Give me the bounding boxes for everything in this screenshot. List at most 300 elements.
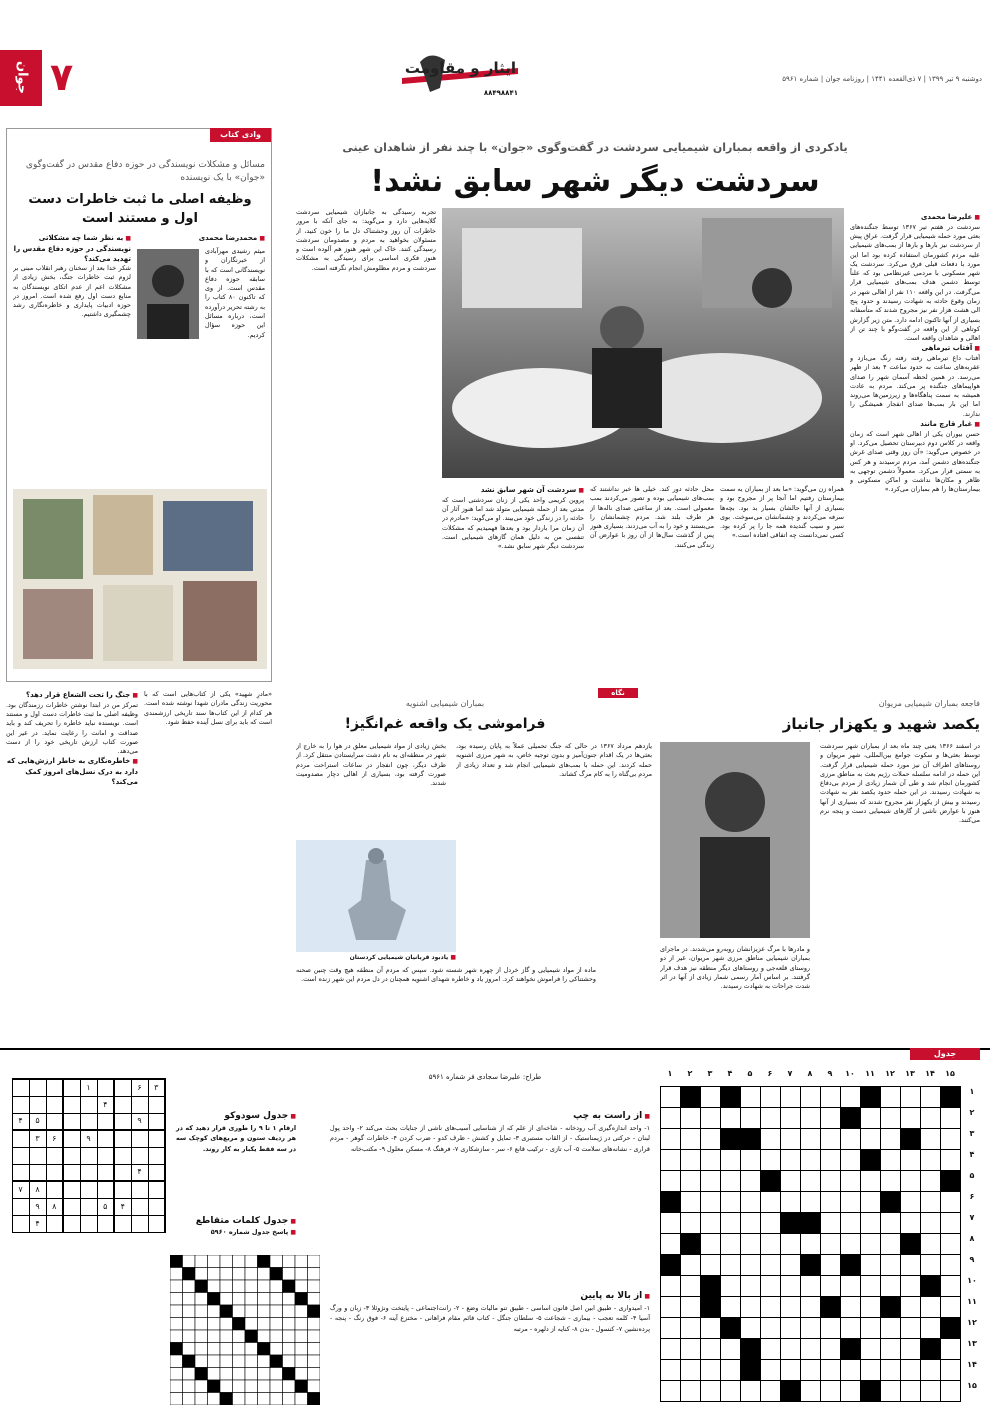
- sudoku-cell[interactable]: [80, 1215, 97, 1232]
- sudoku-cell[interactable]: ۳: [29, 1130, 46, 1147]
- sudoku-cell[interactable]: [63, 1079, 80, 1096]
- crossword-cell[interactable]: [701, 1150, 721, 1171]
- crossword-cell[interactable]: [681, 1381, 701, 1402]
- crossword-cell[interactable]: [701, 1297, 721, 1318]
- crossword-cell[interactable]: [941, 1213, 961, 1234]
- crossword-cell[interactable]: [921, 1381, 941, 1402]
- crossword-cell[interactable]: [781, 1171, 801, 1192]
- sudoku-cell[interactable]: [80, 1198, 97, 1215]
- crossword-cell[interactable]: [661, 1213, 681, 1234]
- crossword-cell[interactable]: [761, 1108, 781, 1129]
- sudoku-cell[interactable]: [63, 1147, 80, 1164]
- crossword-cell[interactable]: [701, 1381, 721, 1402]
- crossword-cell[interactable]: [901, 1381, 921, 1402]
- sudoku-cell[interactable]: [114, 1147, 131, 1164]
- crossword-cell[interactable]: [661, 1255, 681, 1276]
- sudoku-cell[interactable]: ۶: [46, 1130, 63, 1147]
- crossword-cell[interactable]: [701, 1360, 721, 1381]
- crossword-cell[interactable]: [921, 1318, 941, 1339]
- crossword-cell[interactable]: [921, 1150, 941, 1171]
- crossword-cell[interactable]: [801, 1276, 821, 1297]
- sudoku-cell[interactable]: [80, 1164, 97, 1181]
- crossword-cell[interactable]: [701, 1129, 721, 1150]
- crossword-cell[interactable]: [841, 1255, 861, 1276]
- crossword-cell[interactable]: [881, 1318, 901, 1339]
- crossword-cell[interactable]: [801, 1129, 821, 1150]
- crossword-cell[interactable]: [701, 1339, 721, 1360]
- crossword-cell[interactable]: [881, 1297, 901, 1318]
- crossword-cell[interactable]: [941, 1129, 961, 1150]
- sudoku-cell[interactable]: [46, 1181, 63, 1198]
- crossword-cell[interactable]: [861, 1129, 881, 1150]
- crossword-cell[interactable]: [781, 1255, 801, 1276]
- crossword-cell[interactable]: [821, 1255, 841, 1276]
- sudoku-cell[interactable]: [63, 1198, 80, 1215]
- sudoku-cell[interactable]: [148, 1130, 165, 1147]
- crossword-cell[interactable]: [661, 1297, 681, 1318]
- crossword-cell[interactable]: [861, 1213, 881, 1234]
- crossword-cell[interactable]: [761, 1192, 781, 1213]
- crossword-cell[interactable]: [941, 1339, 961, 1360]
- crossword-cell[interactable]: [901, 1234, 921, 1255]
- crossword-cell[interactable]: [741, 1213, 761, 1234]
- crossword-cell[interactable]: [681, 1297, 701, 1318]
- crossword-cell[interactable]: [801, 1381, 821, 1402]
- crossword-cell[interactable]: [921, 1129, 941, 1150]
- crossword-cell[interactable]: [881, 1192, 901, 1213]
- sudoku-cell[interactable]: [148, 1181, 165, 1198]
- crossword-cell[interactable]: [821, 1360, 841, 1381]
- crossword-cell[interactable]: [921, 1108, 941, 1129]
- crossword-cell[interactable]: [681, 1129, 701, 1150]
- crossword-cell[interactable]: [901, 1297, 921, 1318]
- sudoku-cell[interactable]: [80, 1181, 97, 1198]
- sudoku-cell[interactable]: [131, 1198, 148, 1215]
- crossword-cell[interactable]: [781, 1234, 801, 1255]
- crossword-cell[interactable]: [721, 1234, 741, 1255]
- crossword-cell[interactable]: [941, 1192, 961, 1213]
- crossword-cell[interactable]: [841, 1150, 861, 1171]
- crossword-cell[interactable]: [861, 1318, 881, 1339]
- sudoku-cell[interactable]: ۴: [12, 1113, 29, 1130]
- sudoku-cell[interactable]: ۹: [131, 1113, 148, 1130]
- crossword-cell[interactable]: [661, 1192, 681, 1213]
- sudoku-cell[interactable]: [114, 1130, 131, 1147]
- crossword-cell[interactable]: [681, 1276, 701, 1297]
- sudoku-cell[interactable]: [29, 1147, 46, 1164]
- crossword-cell[interactable]: [761, 1381, 781, 1402]
- crossword-cell[interactable]: [661, 1087, 681, 1108]
- crossword-cell[interactable]: [801, 1297, 821, 1318]
- crossword-cell[interactable]: [761, 1150, 781, 1171]
- sudoku-cell[interactable]: ۴: [29, 1215, 46, 1232]
- crossword-cell[interactable]: [881, 1150, 901, 1171]
- crossword-cell[interactable]: [781, 1213, 801, 1234]
- crossword-cell[interactable]: [701, 1255, 721, 1276]
- crossword-cell[interactable]: [721, 1108, 741, 1129]
- crossword-cell[interactable]: [941, 1171, 961, 1192]
- crossword-cell[interactable]: [841, 1360, 861, 1381]
- crossword-cell[interactable]: [761, 1213, 781, 1234]
- crossword-cell[interactable]: [661, 1360, 681, 1381]
- crossword-cell[interactable]: [921, 1339, 941, 1360]
- sudoku-cell[interactable]: [12, 1147, 29, 1164]
- crossword-cell[interactable]: [821, 1192, 841, 1213]
- sudoku-cell[interactable]: [46, 1147, 63, 1164]
- crossword-cell[interactable]: [661, 1318, 681, 1339]
- sudoku-cell[interactable]: [148, 1147, 165, 1164]
- sudoku-cell[interactable]: ۴: [97, 1096, 114, 1113]
- crossword-cell[interactable]: [921, 1360, 941, 1381]
- crossword-cell[interactable]: [701, 1213, 721, 1234]
- crossword-cell[interactable]: [721, 1087, 741, 1108]
- crossword-cell[interactable]: [881, 1381, 901, 1402]
- crossword-cell[interactable]: [801, 1192, 821, 1213]
- crossword-cell[interactable]: [941, 1108, 961, 1129]
- sudoku-cell[interactable]: [63, 1181, 80, 1198]
- crossword-cell[interactable]: [921, 1234, 941, 1255]
- sudoku-cell[interactable]: [131, 1215, 148, 1232]
- sudoku-cell[interactable]: [148, 1113, 165, 1130]
- crossword-cell[interactable]: [741, 1255, 761, 1276]
- crossword-cell[interactable]: [841, 1297, 861, 1318]
- crossword-cell[interactable]: [941, 1318, 961, 1339]
- sudoku-cell[interactable]: [131, 1096, 148, 1113]
- sudoku-cell[interactable]: [148, 1096, 165, 1113]
- sudoku-cell[interactable]: [97, 1164, 114, 1181]
- sudoku-cell[interactable]: [97, 1181, 114, 1198]
- crossword-cell[interactable]: [801, 1360, 821, 1381]
- crossword-cell[interactable]: [881, 1087, 901, 1108]
- crossword-cell[interactable]: [741, 1297, 761, 1318]
- crossword-cell[interactable]: [721, 1318, 741, 1339]
- crossword-cell[interactable]: [661, 1381, 681, 1402]
- crossword-cell[interactable]: [701, 1276, 721, 1297]
- crossword-cell[interactable]: [841, 1318, 861, 1339]
- crossword-cell[interactable]: [741, 1276, 761, 1297]
- crossword-cell[interactable]: [761, 1234, 781, 1255]
- crossword-cell[interactable]: [781, 1318, 801, 1339]
- sudoku-cell[interactable]: ۱: [80, 1079, 97, 1096]
- crossword-cell[interactable]: [901, 1255, 921, 1276]
- sudoku-cell[interactable]: [148, 1215, 165, 1232]
- crossword-cell[interactable]: [681, 1192, 701, 1213]
- crossword-cell[interactable]: [701, 1318, 721, 1339]
- sudoku-cell[interactable]: [46, 1096, 63, 1113]
- sudoku-cell[interactable]: [114, 1079, 131, 1096]
- crossword-cell[interactable]: [881, 1213, 901, 1234]
- crossword-cell[interactable]: [921, 1213, 941, 1234]
- crossword-cell[interactable]: [741, 1192, 761, 1213]
- crossword-cell[interactable]: [741, 1339, 761, 1360]
- crossword-cell[interactable]: [681, 1087, 701, 1108]
- sudoku-cell[interactable]: [12, 1079, 29, 1096]
- crossword-cell[interactable]: [661, 1171, 681, 1192]
- crossword-cell[interactable]: [801, 1234, 821, 1255]
- crossword-cell[interactable]: [861, 1276, 881, 1297]
- crossword-cell[interactable]: [821, 1297, 841, 1318]
- crossword-cell[interactable]: [741, 1381, 761, 1402]
- sudoku-cell[interactable]: [80, 1147, 97, 1164]
- sudoku-cell[interactable]: [46, 1164, 63, 1181]
- crossword-cell[interactable]: [941, 1297, 961, 1318]
- crossword-cell[interactable]: [681, 1234, 701, 1255]
- crossword-cell[interactable]: [781, 1297, 801, 1318]
- crossword-cell[interactable]: [721, 1276, 741, 1297]
- sudoku-cell[interactable]: [97, 1113, 114, 1130]
- sudoku-cell[interactable]: [114, 1215, 131, 1232]
- crossword-cell[interactable]: [801, 1339, 821, 1360]
- crossword-cell[interactable]: [661, 1234, 681, 1255]
- crossword-cell[interactable]: [881, 1234, 901, 1255]
- crossword-cell[interactable]: [721, 1339, 741, 1360]
- sudoku-cell[interactable]: ۹: [29, 1198, 46, 1215]
- crossword-cell[interactable]: [861, 1255, 881, 1276]
- crossword-cell[interactable]: [781, 1192, 801, 1213]
- crossword-cell[interactable]: [821, 1318, 841, 1339]
- crossword-cell[interactable]: [841, 1087, 861, 1108]
- crossword-cell[interactable]: [721, 1255, 741, 1276]
- crossword-cell[interactable]: [741, 1360, 761, 1381]
- crossword-cell[interactable]: [861, 1150, 881, 1171]
- crossword-cell[interactable]: [841, 1213, 861, 1234]
- sudoku-cell[interactable]: [12, 1096, 29, 1113]
- crossword-cell[interactable]: [881, 1171, 901, 1192]
- crossword-cell[interactable]: [721, 1129, 741, 1150]
- crossword-cell[interactable]: [761, 1087, 781, 1108]
- crossword-cell[interactable]: [881, 1255, 901, 1276]
- sudoku-cell[interactable]: [12, 1198, 29, 1215]
- crossword-cell[interactable]: [741, 1108, 761, 1129]
- crossword-cell[interactable]: [821, 1129, 841, 1150]
- crossword-cell[interactable]: [741, 1234, 761, 1255]
- crossword-cell[interactable]: [741, 1318, 761, 1339]
- crossword-cell[interactable]: [721, 1171, 741, 1192]
- sudoku-cell[interactable]: [12, 1164, 29, 1181]
- crossword-cell[interactable]: [861, 1381, 881, 1402]
- crossword-cell[interactable]: [841, 1234, 861, 1255]
- sudoku-cell[interactable]: [97, 1130, 114, 1147]
- sudoku-cell[interactable]: ۸: [46, 1198, 63, 1215]
- sudoku-cell[interactable]: ۴: [131, 1164, 148, 1181]
- sudoku-cell[interactable]: [131, 1147, 148, 1164]
- sudoku-cell[interactable]: ۴: [114, 1198, 131, 1215]
- crossword-cell[interactable]: [821, 1234, 841, 1255]
- crossword-cell[interactable]: [661, 1150, 681, 1171]
- crossword-cell[interactable]: [681, 1318, 701, 1339]
- crossword-cell[interactable]: [821, 1087, 841, 1108]
- crossword-cell[interactable]: [861, 1297, 881, 1318]
- sudoku-cell[interactable]: [97, 1147, 114, 1164]
- sudoku-cell[interactable]: [80, 1113, 97, 1130]
- sudoku-cell[interactable]: [63, 1164, 80, 1181]
- crossword-cell[interactable]: [781, 1108, 801, 1129]
- crossword-cell[interactable]: [681, 1213, 701, 1234]
- crossword-cell[interactable]: [821, 1108, 841, 1129]
- crossword-cell[interactable]: [941, 1255, 961, 1276]
- crossword-cell[interactable]: [661, 1276, 681, 1297]
- crossword-cell[interactable]: [721, 1360, 741, 1381]
- crossword-cell[interactable]: [661, 1129, 681, 1150]
- sudoku-cell[interactable]: [29, 1079, 46, 1096]
- crossword-cell[interactable]: [881, 1339, 901, 1360]
- crossword-cell[interactable]: [941, 1381, 961, 1402]
- crossword-cell[interactable]: [841, 1276, 861, 1297]
- crossword-cell[interactable]: [701, 1192, 721, 1213]
- crossword-cell[interactable]: [721, 1150, 741, 1171]
- sudoku-cell[interactable]: [63, 1113, 80, 1130]
- sudoku-cell[interactable]: ۸: [29, 1181, 46, 1198]
- crossword-cell[interactable]: [681, 1150, 701, 1171]
- sudoku-cell[interactable]: [29, 1164, 46, 1181]
- crossword-cell[interactable]: [901, 1171, 921, 1192]
- crossword-cell[interactable]: [941, 1087, 961, 1108]
- crossword-cell[interactable]: [801, 1171, 821, 1192]
- crossword-cell[interactable]: [721, 1192, 741, 1213]
- crossword-cell[interactable]: [921, 1192, 941, 1213]
- crossword-cell[interactable]: [781, 1339, 801, 1360]
- sudoku-cell[interactable]: [114, 1164, 131, 1181]
- crossword-cell[interactable]: [781, 1276, 801, 1297]
- crossword-cell[interactable]: [781, 1150, 801, 1171]
- crossword-cell[interactable]: [901, 1129, 921, 1150]
- crossword-cell[interactable]: [841, 1339, 861, 1360]
- crossword-cell[interactable]: [901, 1192, 921, 1213]
- sudoku-cell[interactable]: [63, 1215, 80, 1232]
- sudoku-cell[interactable]: [148, 1198, 165, 1215]
- crossword-cell[interactable]: [721, 1297, 741, 1318]
- crossword-cell[interactable]: [941, 1234, 961, 1255]
- sudoku-cell[interactable]: [131, 1130, 148, 1147]
- crossword-cell[interactable]: [801, 1087, 821, 1108]
- crossword-cell[interactable]: [821, 1171, 841, 1192]
- crossword-cell[interactable]: [781, 1129, 801, 1150]
- crossword-cell[interactable]: [741, 1171, 761, 1192]
- crossword-cell[interactable]: [841, 1192, 861, 1213]
- crossword-cell[interactable]: [701, 1171, 721, 1192]
- crossword-cell[interactable]: [861, 1192, 881, 1213]
- crossword-cell[interactable]: [681, 1255, 701, 1276]
- crossword-cell[interactable]: [781, 1087, 801, 1108]
- crossword-cell[interactable]: [761, 1318, 781, 1339]
- crossword-cell[interactable]: [681, 1108, 701, 1129]
- sudoku-cell[interactable]: ۶: [131, 1079, 148, 1096]
- crossword-cell[interactable]: [761, 1360, 781, 1381]
- crossword-cell[interactable]: [901, 1150, 921, 1171]
- sudoku-cell[interactable]: [97, 1079, 114, 1096]
- crossword-cell[interactable]: [881, 1360, 901, 1381]
- sudoku-cell[interactable]: [12, 1130, 29, 1147]
- crossword-cell[interactable]: [761, 1276, 781, 1297]
- crossword-cell[interactable]: [941, 1276, 961, 1297]
- crossword-cell[interactable]: [741, 1150, 761, 1171]
- crossword-cell[interactable]: [841, 1171, 861, 1192]
- crossword-cell[interactable]: [901, 1276, 921, 1297]
- crossword-cell[interactable]: [821, 1213, 841, 1234]
- crossword-cell[interactable]: [761, 1129, 781, 1150]
- crossword-cell[interactable]: [761, 1255, 781, 1276]
- crossword-cell[interactable]: [861, 1171, 881, 1192]
- sudoku-cell[interactable]: [63, 1096, 80, 1113]
- sudoku-cell[interactable]: ۷: [12, 1181, 29, 1198]
- sudoku-cell[interactable]: ۳: [148, 1079, 165, 1096]
- sudoku-cell[interactable]: [114, 1181, 131, 1198]
- sudoku-cell[interactable]: [80, 1096, 97, 1113]
- crossword-cell[interactable]: [821, 1150, 841, 1171]
- crossword-cell[interactable]: [881, 1129, 901, 1150]
- crossword-cell[interactable]: [781, 1360, 801, 1381]
- crossword-cell[interactable]: [901, 1213, 921, 1234]
- crossword-cell[interactable]: [741, 1087, 761, 1108]
- crossword-cell[interactable]: [701, 1108, 721, 1129]
- crossword-cell[interactable]: [761, 1171, 781, 1192]
- crossword-cell[interactable]: [801, 1108, 821, 1129]
- crossword-cell[interactable]: [861, 1339, 881, 1360]
- crossword-cell[interactable]: [741, 1129, 761, 1150]
- crossword-cell[interactable]: [901, 1318, 921, 1339]
- crossword-cell[interactable]: [901, 1108, 921, 1129]
- crossword-cell[interactable]: [881, 1108, 901, 1129]
- crossword-cell[interactable]: [721, 1381, 741, 1402]
- crossword-cell[interactable]: [881, 1276, 901, 1297]
- crossword-cell[interactable]: [901, 1360, 921, 1381]
- sudoku-cell[interactable]: ۹: [80, 1130, 97, 1147]
- crossword-cell[interactable]: [821, 1339, 841, 1360]
- crossword-cell[interactable]: [681, 1360, 701, 1381]
- crossword-cell[interactable]: [761, 1339, 781, 1360]
- crossword-cell[interactable]: [661, 1108, 681, 1129]
- crossword-cell[interactable]: [821, 1381, 841, 1402]
- crossword-cell[interactable]: [841, 1108, 861, 1129]
- sudoku-cell[interactable]: [97, 1215, 114, 1232]
- crossword-cell[interactable]: [901, 1087, 921, 1108]
- crossword-cell[interactable]: [921, 1297, 941, 1318]
- crossword-cell[interactable]: [861, 1234, 881, 1255]
- crossword-cell[interactable]: [941, 1150, 961, 1171]
- crossword-cell[interactable]: [841, 1129, 861, 1150]
- crossword-cell[interactable]: [921, 1255, 941, 1276]
- crossword-cell[interactable]: [801, 1150, 821, 1171]
- sudoku-cell[interactable]: [46, 1215, 63, 1232]
- sudoku-cell[interactable]: [12, 1215, 29, 1232]
- crossword-cell[interactable]: [861, 1087, 881, 1108]
- crossword-cell[interactable]: [681, 1171, 701, 1192]
- crossword-cell[interactable]: [921, 1171, 941, 1192]
- crossword-cell[interactable]: [821, 1276, 841, 1297]
- crossword-cell[interactable]: [921, 1087, 941, 1108]
- crossword-cell[interactable]: [801, 1213, 821, 1234]
- crossword-cell[interactable]: [861, 1108, 881, 1129]
- crossword-cell[interactable]: [861, 1360, 881, 1381]
- crossword-cell[interactable]: [781, 1381, 801, 1402]
- sudoku-cell[interactable]: [46, 1079, 63, 1096]
- crossword-cell[interactable]: [901, 1339, 921, 1360]
- crossword-cell[interactable]: [721, 1213, 741, 1234]
- sudoku-cell[interactable]: ۵: [97, 1198, 114, 1215]
- crossword-cell[interactable]: [941, 1360, 961, 1381]
- sudoku-cell[interactable]: [46, 1113, 63, 1130]
- crossword-cell[interactable]: [761, 1297, 781, 1318]
- crossword-cell[interactable]: [681, 1339, 701, 1360]
- sudoku-cell[interactable]: [148, 1164, 165, 1181]
- crossword-cell[interactable]: [921, 1276, 941, 1297]
- sudoku-cell[interactable]: [29, 1096, 46, 1113]
- sudoku-cell[interactable]: [131, 1181, 148, 1198]
- crossword-cell[interactable]: [841, 1381, 861, 1402]
- crossword-cell[interactable]: [801, 1318, 821, 1339]
- sudoku-cell[interactable]: [114, 1096, 131, 1113]
- sudoku-cell[interactable]: [114, 1113, 131, 1130]
